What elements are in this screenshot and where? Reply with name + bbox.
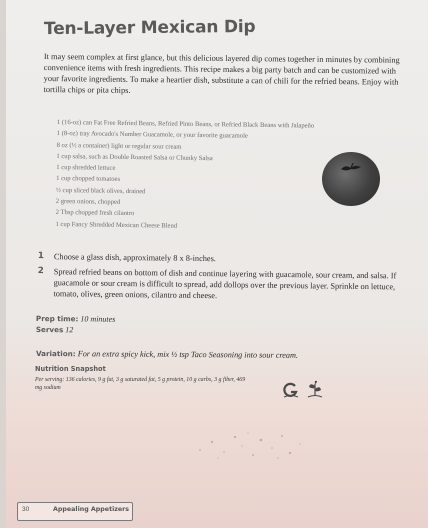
ingredient-item: 2 green onions, chopped	[55, 198, 121, 206]
variation-text: For an extra spicy kick, mix ½ tsp Taco Seasoning into sour cream.	[77, 349, 298, 360]
serves-value: 12	[65, 325, 74, 335]
nutrition-text: Per serving: 136 calories, 9 g fat, 3 g saturated fat, 5 g protein, 10 g carbs, 3 g fiber, 469 mg sodium	[35, 377, 246, 391]
tomato-stem-icon	[340, 163, 362, 173]
step-text: Choose a glass dish, approximately 8 x 8-inches.	[53, 252, 216, 264]
ingredient-item: 2 Tbsp chopped fresh cilantro	[55, 209, 135, 218]
spice-speckles-decoration	[190, 428, 310, 463]
ingredient-item: ½ cup sliced black olives, drained	[55, 186, 146, 196]
tomato-illustration-icon	[322, 152, 380, 206]
serves-row	[36, 324, 406, 338]
ingredient-item: 1 cup chopped tomatoes	[56, 175, 121, 184]
page-number: 30	[22, 506, 30, 513]
step-row	[37, 266, 407, 304]
step-text: Spread refried beans on bottom of dish and continue layering with guacamole, sour cream, and salsa. If guacamole or sour cream is difficult to spread, add dollops over the previous layer. Sprinkle on lettuce, tomato, olives, green onions, cilantro and cheese.	[53, 267, 397, 301]
ingredient-item: 1 cup shredded lettuce	[56, 164, 116, 173]
ingredient-item: 1 (16-oz) can Fat Free Refried Beans, Refried Pinto Beans, or Refried Black Beans with Jalapeño	[56, 118, 315, 130]
gluten-free-icon	[282, 381, 300, 399]
prep-time-value: 10 minutes	[80, 314, 116, 324]
vegetarian-icon	[305, 379, 325, 399]
ingredient-item: 1 cup salsa, such as Double Roasted Salsa or Chunky Salsa	[56, 152, 213, 163]
step-number: 1	[37, 251, 44, 262]
ingredient-item: 1 (8-oz) tray Avocado's Number Guacamole, or your favorite guacamole	[56, 130, 248, 140]
variation-label: Variation:	[35, 348, 76, 359]
section-name: Appealing Appetizers	[53, 506, 130, 513]
page-spine-shadow	[0, 0, 6, 528]
recipe-intro: It may seem complex at first glance, but this delicious layered dip comes together in minutes by combining convenience items with fresh ingredients. This recipe makes a big party batch and can be customized with your favorite ingredients. To make a heartier dish, substitute a can of chili for the refried beans. Enjoy with tortilla chips or pita chips.	[43, 51, 400, 95]
ingredient-item: 1 cup Fancy Shredded Mexican Cheese Blend	[55, 220, 178, 230]
step-row	[38, 251, 408, 267]
recipe-title: Ten-Layer Mexican Dip	[43, 16, 256, 40]
variation-row	[36, 348, 406, 362]
prep-time-label: Prep time:	[35, 313, 79, 324]
step-number: 2	[37, 265, 44, 277]
method-steps	[37, 251, 408, 308]
ingredient-item: 8 oz (½ a container) light or regular sour cream	[56, 141, 182, 151]
recipe-meta	[36, 313, 406, 338]
serves-label: Serves	[35, 324, 64, 335]
nutrition-title: Nutrition Snapshot	[35, 365, 106, 373]
